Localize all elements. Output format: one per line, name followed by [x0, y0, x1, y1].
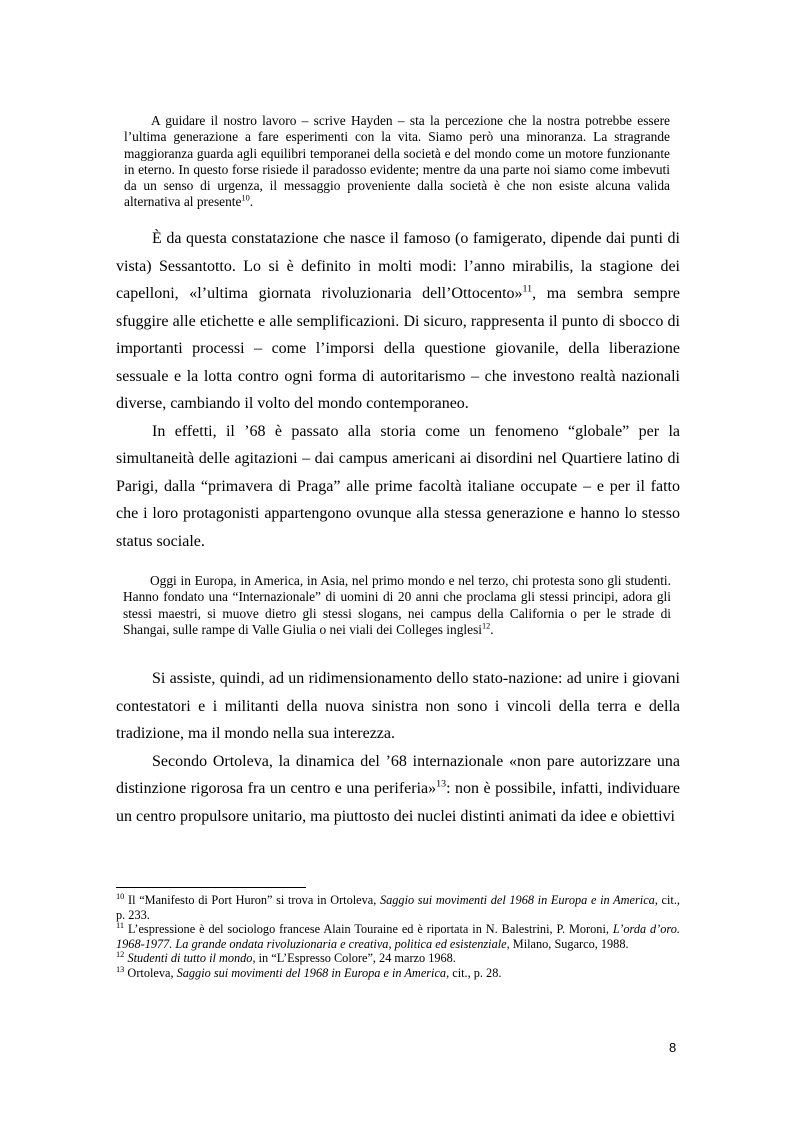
- paragraph-fenomeno-globale: In effetti, il ’68 è passato alla storia come un fenomeno “globale” per la simultaneità delle agitazioni – dai campus americani ai disordini nel Quartiere latino di Parigi, dalla “primavera di Praga” alle prime facoltà italiane occupate – e per il fatto che i loro protagonisti appartengono ovunque alla stessa generazione e hanno lo stesso status sociale.: [116, 422, 680, 550]
- quote-paragraph: Oggi in Europa, in America, in Asia, nel primo mondo e nel terzo, chi protesta sono gli studenti. Hanno fondato una “Internazionale” di uomini di 20 anni che proclama gli stessi principi, adora gli stessi maestri, si muove dietro gli stessi slogans, nei campus della California o per le strade di Shangai, sulle rampe di Valle Giulia o nei viali dei Colleges inglesi$^{12}$.: [123, 573, 671, 637]
- footnote-ref-13: 13: [436, 778, 447, 790]
- footnote-12: $^{12}$ Studenti di tutto il mondo, in “L’Espresso Colore”, 24 marzo 1968.: [116, 950, 456, 966]
- body-text-lower: [116, 665, 680, 830]
- quote-paragraph: A guidare il nostro lavoro – scrive Hayden – sta la percezione che la nostra potrebbe essere l’ultima generazione a fare esperimenti con la vita. Siamo però una minoranza. La stragrande maggioranza guarda agli equilibri temporanei della società e del mondo come un motore funzionante in eterno. In questo forse risiede il paradosso evidente; mentre da una parte noi siamo come imbevuti da un senso di urgenza, il messaggio proveniente dalla società è che non esiste alcuna valida alternativa al presente$^{10}$.: [124, 113, 670, 210]
- block-quote-studenti: [123, 573, 671, 638]
- paragraph-stato-nazione: Si assiste, quindi, ad un ridimensionamento dello stato-nazione: ad unire i giovani contestatori e i militanti della nuova sinistra non sono i vincoli della terra e della tradizione, ma il mondo nella sua interezza.: [116, 670, 680, 742]
- body-text-upper: [116, 225, 680, 555]
- page-number: 8: [669, 1040, 677, 1055]
- footnote-ref-10: 10: [241, 194, 250, 204]
- footnote-separator: [116, 887, 306, 888]
- paragraph-ortoleva: Secondo Ortoleva, la dinamica del ’68 internazionale «non pare autorizzare una distinzione rigorosa fra un centro e una periferia»$^{13}$: non è possibile, infatti, individuare un centro propulsore unitario, ma piuttosto dei nuclei distinti animati da idee e obiettivi: [116, 752, 680, 825]
- paragraph-sessantotto: È da questa constatazione che nasce il famoso (o famigerato, dipende dai punti di vista) Sessantotto. Lo si è definito in molti modi: l’anno mirabilis, la stagione dei capelloni, «l’ultima giornata rivoluzionaria dell’Ottocento»$^{11}$, ma sembra sempre sfuggire alle etichette e alle semplificazioni. Di sicuro, rappresenta il punto di sbocco di importanti processi – come l’imporsi della questione giovanile, della liberazione sessuale e la lotta contro ogni forma di autoritarismo – che investono realtà nazionali diverse, cambiando il volto del mondo contemporaneo.: [116, 230, 681, 412]
- footnotes: [116, 893, 680, 981]
- footnote-ref-12: 12: [482, 621, 491, 631]
- footnote-13: $^{13}$ Ortoleva, Saggio sui movimenti del 1968 in Europa e in America, cit., p. 28.: [116, 964, 502, 980]
- footnote-ref-11: 11: [522, 283, 533, 295]
- footnote-10: $^{10}$ Il “Manifesto di Port Huron” si trova in Ortoleva, Saggio sui movimenti del 1968 in Europa e in America, cit., p. 233.: [116, 891, 680, 922]
- footnote-11: $^{11}$ L’espressione è del sociologo francese Alain Touraine ed è riportata in N. Balestrini, P. Moroni, L’orda d’oro. 1968-1977. La grande ondata rivoluzionaria e creativa, politica ed esistenziale, Milano, Sugarco, 1988.: [116, 921, 680, 951]
- block-quote-hayden: [124, 113, 670, 211]
